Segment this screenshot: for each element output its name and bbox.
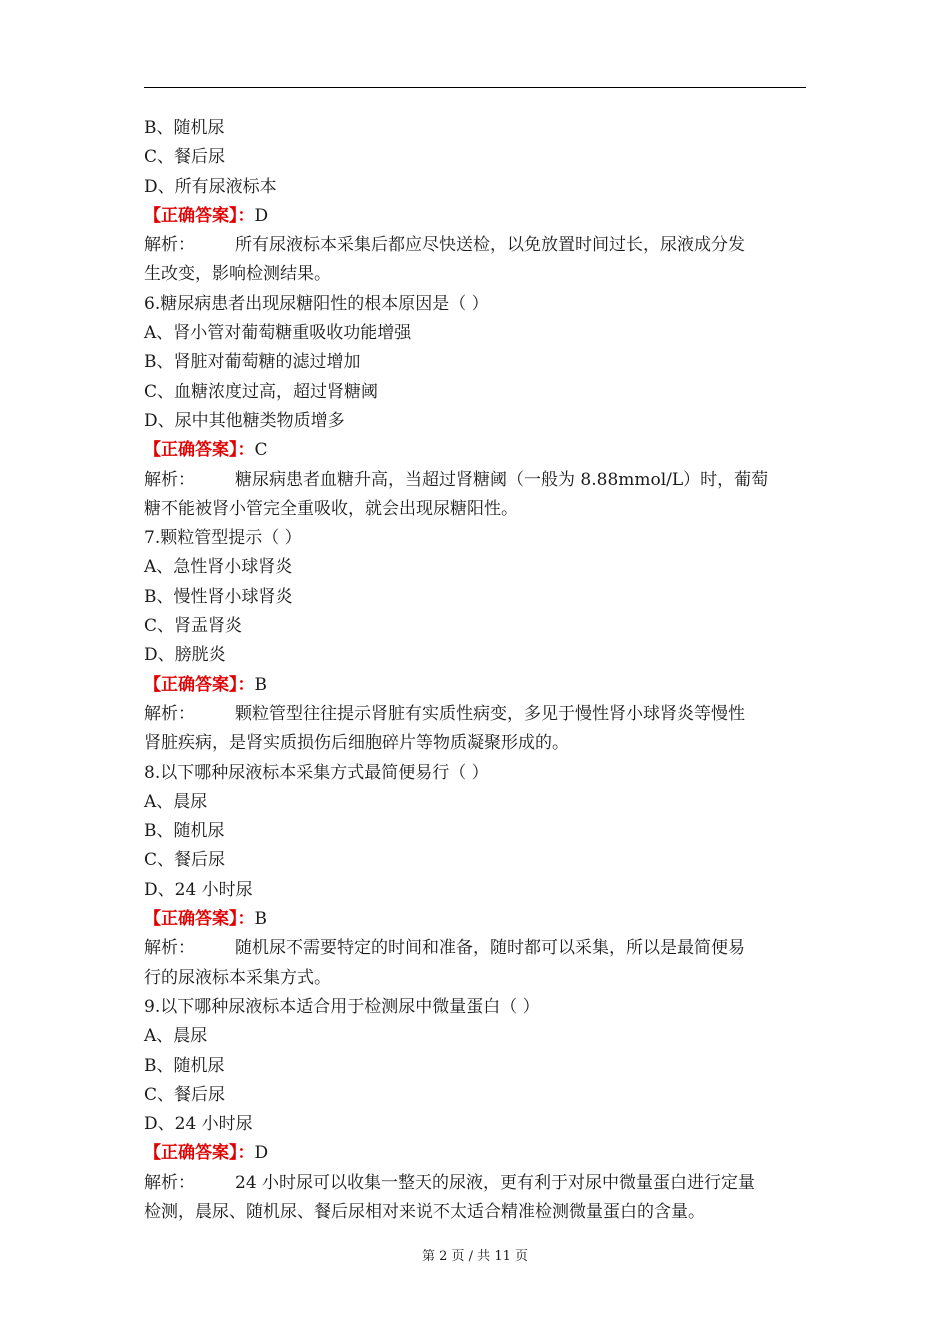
correct-answer-colon: ： xyxy=(237,909,255,930)
text-line: 检测，晨尿、随机尿、餐后尿相对来说不太适合精准检测微量蛋白的含量。 xyxy=(144,1201,705,1222)
page-footer: 第 2 页 / 共 11 页 xyxy=(422,1249,528,1264)
text-line: D、24 小时尿 xyxy=(144,879,253,900)
text-line: C、肾盂肾炎 xyxy=(144,616,243,637)
analysis-text: 所有尿液标本采集后都应尽快送检，以免放置时间过长，尿液成分发 xyxy=(235,235,745,256)
correct-answer-label: 【正确答案】 xyxy=(144,440,238,461)
correct-answer-line xyxy=(144,905,806,934)
analysis-label: 解析： xyxy=(144,1172,195,1193)
text-line: D、尿中其他糖类物质增多 xyxy=(144,410,345,431)
text-line: 8.以下哪种尿液标本采集方式最简便易行（ ） xyxy=(144,762,489,783)
text-line: D、24 小时尿 xyxy=(144,1114,253,1135)
correct-answer-value: C xyxy=(254,440,268,461)
correct-answer-label: 【正确答案】 xyxy=(144,1143,238,1164)
analysis-text: 24 小时尿可以收集一整天的尿液，更有利于对尿中微量蛋白进行定量 xyxy=(235,1172,756,1193)
text-line: B、随机尿 xyxy=(144,118,225,138)
text-line: 7.颗粒管型提示（ ） xyxy=(144,528,302,549)
correct-answer-line xyxy=(144,436,806,465)
text-line: 9.以下哪种尿液标本适合用于检测尿中微量蛋白（ ） xyxy=(144,996,540,1017)
analysis-label: 解析： xyxy=(144,703,195,724)
analysis-label: 解析： xyxy=(144,235,195,256)
correct-answer-label: 【正确答案】 xyxy=(144,909,238,930)
text-line: B、肾脏对葡萄糖的滤过增加 xyxy=(144,352,361,373)
analysis-line xyxy=(144,231,806,260)
correct-answer-label: 【正确答案】 xyxy=(144,205,238,226)
correct-answer-label: 【正确答案】 xyxy=(144,674,238,695)
text-line: D、所有尿液标本 xyxy=(144,176,277,197)
correct-answer-value: D xyxy=(254,205,269,226)
text-line: C、血糖浓度过高，超过肾糖阈 xyxy=(144,381,379,402)
correct-answer-colon: ： xyxy=(237,440,255,461)
correct-answer-colon: ： xyxy=(237,674,255,695)
analysis-line xyxy=(144,466,806,495)
text-line: A、晨尿 xyxy=(144,791,208,812)
correct-answer-colon: ： xyxy=(237,205,255,226)
text-line: D、膀胱炎 xyxy=(144,645,226,666)
text-line: 行的尿液标本采集方式。 xyxy=(144,967,331,988)
analysis-text: 颗粒管型往往提示肾脏有实质性病变，多见于慢性肾小球肾炎等慢性 xyxy=(235,703,745,724)
text-line: A、肾小管对葡萄糖重吸收功能增强 xyxy=(144,323,412,344)
analysis-line xyxy=(144,1169,806,1198)
correct-answer-line xyxy=(144,202,806,231)
analysis-label: 解析： xyxy=(144,469,195,490)
correct-answer-line xyxy=(144,671,806,700)
text-line: C、餐后尿 xyxy=(144,1084,226,1105)
analysis-line xyxy=(144,934,806,963)
correct-answer-line xyxy=(144,1139,806,1168)
correct-answer-value: B xyxy=(254,674,267,695)
text-line: 6.糖尿病患者出现尿糖阳性的根本原因是（ ） xyxy=(144,293,489,314)
correct-answer-value: B xyxy=(254,909,267,930)
text-line: C、餐后尿 xyxy=(144,147,226,168)
analysis-text: 糖尿病患者血糖升高，当超过肾糖阈（一般为 8.88mmol/L）时，葡萄 xyxy=(235,469,769,490)
document-body xyxy=(144,114,806,1227)
analysis-line xyxy=(144,700,806,729)
text-line: C、餐后尿 xyxy=(144,850,226,871)
text-line: 肾脏疾病，是肾实质损伤后细胞碎片等物质凝聚形成的。 xyxy=(144,733,569,754)
analysis-text: 随机尿不需要特定的时间和准备，随时都可以采集，所以是最简便易 xyxy=(235,938,745,959)
text-line: B、慢性肾小球肾炎 xyxy=(144,586,293,607)
text-line: A、晨尿 xyxy=(144,1026,208,1047)
text-line: B、随机尿 xyxy=(144,1055,225,1076)
correct-answer-value: D xyxy=(254,1143,269,1164)
header-rule xyxy=(144,87,806,88)
text-line: 生改变，影响检测结果。 xyxy=(144,264,331,285)
correct-answer-colon: ： xyxy=(237,1143,255,1164)
text-line: A、急性肾小球肾炎 xyxy=(144,557,293,578)
analysis-label: 解析： xyxy=(144,938,195,959)
text-line: B、随机尿 xyxy=(144,821,225,842)
text-line: 糖不能被肾小管完全重吸收，就会出现尿糖阳性。 xyxy=(144,498,518,519)
